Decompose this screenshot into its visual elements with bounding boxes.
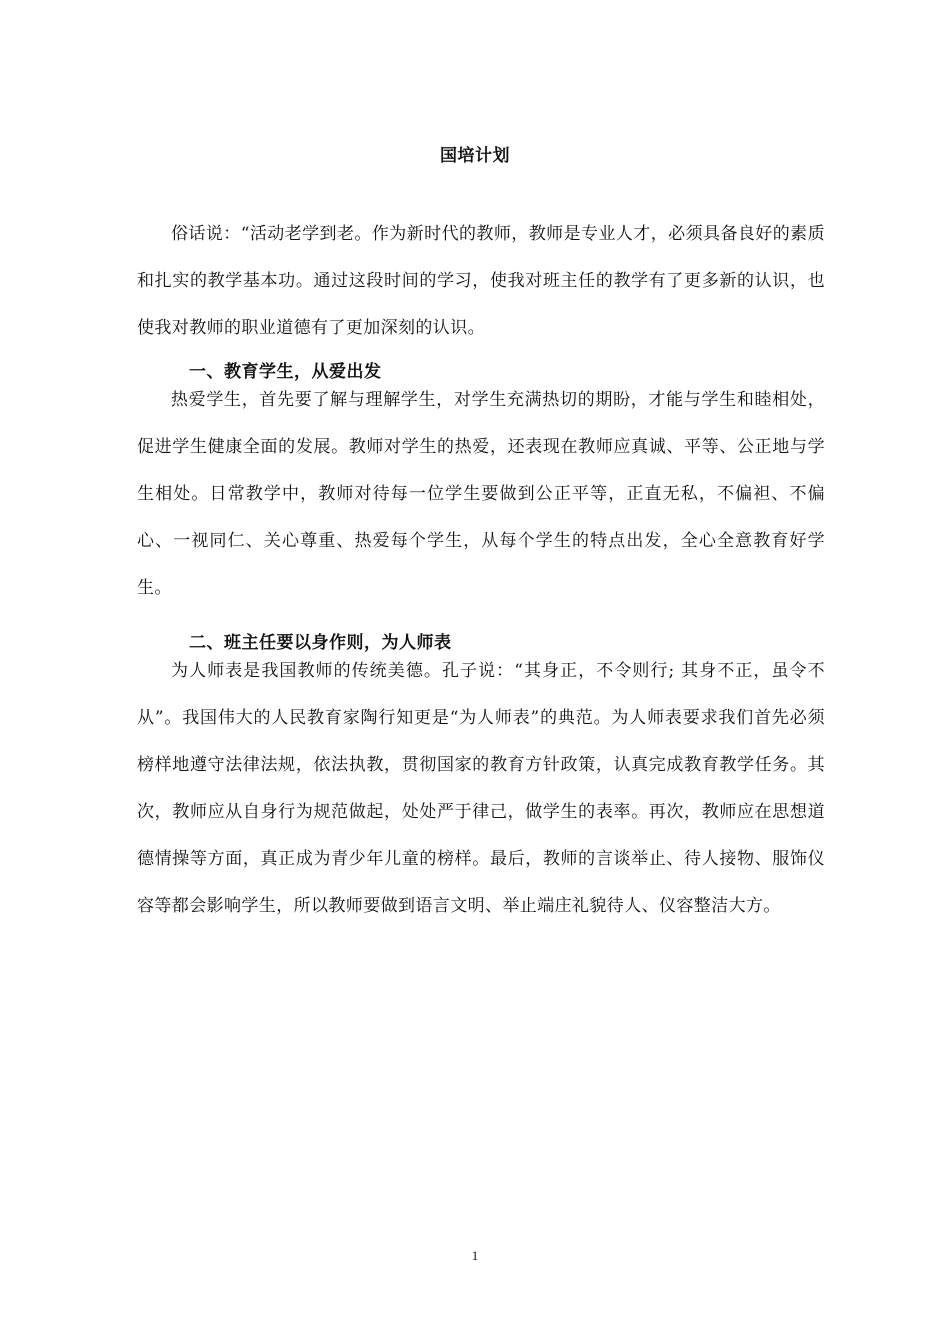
page-number: 1 xyxy=(471,1248,479,1263)
section-heading-1: 一、教育学生，从爱出发 xyxy=(189,362,382,382)
section-paragraph-1: 热爱学生，首先要了解与理解学生，对学生充满热切的期盼，才能与学生和睦相处，促进学生健康全面的发展。教师对学生的热爱，还表现在教师应真诚、平等、公正地与学生相处。日常教学中，教师对待每一位学生要做到公正平等，正直无私，不偏袒、不偏心、一视同仁、关心尊重、热爱每个学生，从每个学生的特点出发，全心全意教育好学生。 xyxy=(137,390,825,598)
section-heading-2: 二、班主任要以身作则，为人师表 xyxy=(189,633,452,653)
section-paragraph-2: 为人师表是我国教师的传统美德。孔子说：“其身正，不令则行; 其身不正，虽令不从”。我国伟大的人民教育家陶行知更是“为人师表”的典范。为人师表要求我们首先必须榜样地遵守法律法规，依法执教，贯彻国家的教育方针政策，认真完成教育教学任务。其次，教师应从自身行为规范做起，处处严于律己，做学生的表率。再次，教师应在思想道德情操等方面，真正成为青少年儿童的榜样。最后，教师的言谈举止、待人接物、服饰仪容等都会影响学生，所以教师要做到语言文明、举止端庄礼貌待人、仪容整洁大方。 xyxy=(137,661,825,916)
page-title: 国培计划 xyxy=(440,146,510,166)
intro-paragraph: 俗话说：“活动老学到老。作为新时代的教师，教师是专业人才，必须具备良好的素质和扎实的教学基本功。通过这段时间的学习，使我对班主任的教学有了更多新的认识，也使我对教师的职业道德有了更加深刻的认识。 xyxy=(137,224,825,338)
